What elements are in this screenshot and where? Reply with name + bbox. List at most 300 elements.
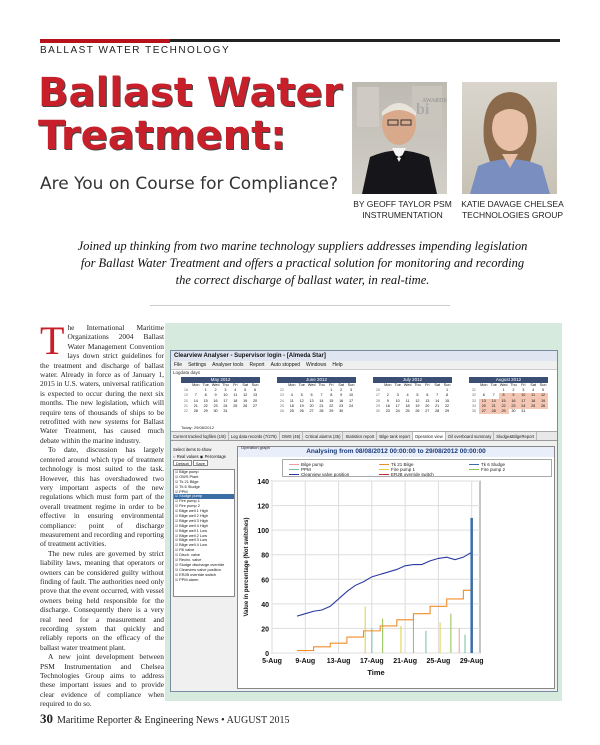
tab[interactable]: Critical alarms (35): [303, 432, 343, 440]
calendar-grid: [277, 383, 356, 414]
calendar-day[interactable]: 9: [340, 393, 343, 398]
menu-bar: [171, 361, 557, 370]
calendar-day[interactable]: 4: [234, 388, 237, 393]
calendar-day[interactable]: 18: [528, 399, 538, 404]
calendar-day[interactable]: 3: [396, 393, 399, 398]
weekday-label: Thu: [414, 383, 421, 387]
calendar-day[interactable]: 16: [213, 398, 218, 403]
calendar-grid: [373, 383, 452, 414]
series-checkbox-item[interactable]: ☑ Disch. valve: [174, 553, 234, 558]
weekday-label: Sun: [443, 383, 451, 387]
value-mode-radios: [173, 453, 235, 460]
weekday-label: Fri: [233, 383, 238, 387]
week-number: 33: [471, 398, 477, 403]
calendar-day[interactable]: 1: [204, 388, 207, 393]
calendar-day[interactable]: 7: [194, 393, 197, 398]
tab[interactable]: Operation view: [413, 432, 446, 440]
x-tick-label: 21-Aug: [393, 658, 417, 665]
legend-label: Clearview valve position: [301, 472, 350, 477]
calendar-day[interactable]: 16: [509, 399, 519, 404]
weekday-label: Tue: [202, 383, 209, 387]
calendar-day[interactable]: 18: [233, 398, 238, 403]
weekday-label: Tue: [490, 383, 497, 387]
calendar-day[interactable]: 19: [243, 398, 248, 403]
svg-text:AWARDS: AWARDS: [422, 98, 447, 104]
calendar-day[interactable]: 6: [482, 393, 485, 398]
calendar-day[interactable]: 5: [416, 393, 419, 398]
calendar-day[interactable]: 13: [425, 398, 430, 403]
legend-swatch: [289, 469, 299, 471]
calendar-day[interactable]: 5: [542, 388, 545, 393]
y-axis-label: Value in percentage (Not switches): [244, 517, 250, 617]
series-checkbox-item[interactable]: ☑ Fire pump 1: [174, 499, 234, 504]
calendar-day[interactable]: 9: [214, 393, 217, 398]
weekday-label: Sat: [242, 383, 249, 387]
preset-row: [173, 460, 235, 467]
series-checkbox-item[interactable]: ☑ Bilge well 4 Low: [174, 543, 234, 548]
calendar-day[interactable]: 17: [223, 398, 228, 403]
calendar-day[interactable]: 28: [489, 409, 499, 414]
paragraph-1-text: he International Maritime Organizations 2004 Ballast Water Management Convention lays down strict guidelines for the treatment and discharge of ballast water. Already in force as of January 1, 2015 in U.S. waters, universal ratification is expected to occur during the next six months. The new legislation, which will require tens of thousands of ships to be retrofitted with new systems for Ballast Water Treatment, has caused much debate within the marine industry.: [40, 323, 164, 445]
weekday-label: Wed: [307, 383, 316, 387]
calendar-day[interactable]: 10: [518, 393, 528, 398]
calendar-day[interactable]: 4: [532, 388, 535, 393]
weekday-label: Wed: [211, 383, 220, 387]
series-checklist: [173, 469, 235, 597]
calendar-day[interactable]: 5: [244, 388, 247, 393]
calendar-day[interactable]: 4: [406, 393, 409, 398]
calendar-day[interactable]: 21: [489, 404, 499, 409]
calendar-day[interactable]: 13: [479, 399, 489, 404]
series-checkbox-item[interactable]: ☑ Tk 6 Sludge: [174, 485, 234, 490]
graph-header-label: Operation graph: [241, 445, 270, 450]
x-tick-label: 29-Aug: [459, 658, 484, 665]
caption-katie-davage: KATIE DAVAGE CHELSEA TECHNOLOGIES GROUP: [461, 199, 564, 220]
calendar-day[interactable]: 12: [299, 398, 304, 403]
chart-plot: [238, 477, 488, 683]
x-axis-label: Time: [367, 668, 385, 677]
tab-bar: [171, 432, 557, 441]
calendar-day[interactable]: 28: [435, 409, 440, 414]
calendar-day[interactable]: 23: [509, 404, 519, 409]
weekday-label: Sun: [539, 383, 547, 387]
paragraph-2: To date, discussion has largely centered around which type of treatment technology is most suited to the task. However, this has overshadowed two very important aspects of the new regulations which must form part of the overall treatment regime in order to be effective in ensuring environmental compliance: point of discharge measurement and recording and reporting of treatment activities.: [40, 445, 164, 549]
calendar-day[interactable]: [230, 409, 240, 414]
calendar-day[interactable]: 21: [193, 403, 198, 408]
page-footer: [40, 711, 289, 727]
week-number: 26: [375, 388, 381, 393]
series-checkbox-item[interactable]: ☑ Sludge discharge override: [174, 563, 234, 568]
calendar-day[interactable]: 27: [425, 409, 430, 414]
calendar-day[interactable]: 25: [405, 409, 410, 414]
calendar-day[interactable]: 3: [522, 388, 525, 393]
calendar-day[interactable]: 24: [395, 409, 400, 414]
series-checkbox-item[interactable]: ☑ Bilge well 1 High: [174, 509, 234, 514]
calendar-day[interactable]: 14: [435, 398, 440, 403]
calendar-day[interactable]: 21: [435, 403, 440, 408]
calendar-day[interactable]: 6: [310, 393, 313, 398]
y-tick-label: 120: [257, 503, 269, 511]
series-checkbox-item[interactable]: ☑ PPM alarm: [174, 578, 234, 583]
calendar-day[interactable]: [538, 409, 548, 414]
calendar-day[interactable]: 20: [479, 404, 489, 409]
calendar-day[interactable]: 26: [415, 409, 420, 414]
week-number: 22: [183, 409, 189, 414]
calendar-day[interactable]: 22: [499, 404, 509, 409]
weekday-label: Sat: [338, 383, 345, 387]
calendar-day[interactable]: 26: [243, 403, 248, 408]
legend-swatch: [379, 464, 389, 466]
calendar-day[interactable]: 15: [444, 398, 450, 403]
radio-real-values[interactable]: ○ Real values: [173, 454, 199, 459]
week-number: 24: [279, 398, 285, 403]
calendar-day[interactable]: 29: [203, 409, 208, 414]
calendar-day[interactable]: 30: [339, 409, 344, 414]
paragraph-3: The new rules are governed by strict liability laws, meaning that operators or owners can be considered guilty without finding of fault. The authorities need only prove that the event occurred, with vessel owners being held responsible for the discharge. Consequently there is a very real need for a measurement and recording system that quickly and reliably reports on the efficacy of the ballast water treatment plant.: [40, 548, 164, 652]
calendar-day[interactable]: 2: [214, 388, 217, 393]
week-number: 19: [183, 393, 189, 398]
tab[interactable]: Current tracked logfiles (1/8): [171, 432, 229, 440]
article-body: [40, 318, 164, 709]
intro-paragraph: Joined up thinking from two marine technology suppliers addresses impending legislation for Ballast Water Treatment and offers a practical solution for monitoring and recording the correct discharge of ballast water, in real-time.: [77, 239, 528, 287]
weekday-label: Fri: [329, 383, 334, 387]
clearview-analyser-window: [170, 350, 558, 692]
calendar-day[interactable]: 5: [300, 393, 303, 398]
week-number: 35: [471, 409, 477, 414]
series-checkbox-item[interactable]: ☑ Bilge well 2 Low: [174, 534, 234, 539]
y-tick-label: 140: [257, 479, 269, 486]
calendar-day[interactable]: 26: [538, 404, 548, 409]
calendar-day[interactable]: 15: [329, 398, 334, 403]
tab[interactable]: Sludge&BilgeReport: [494, 432, 537, 440]
weekday-label: Mon: [480, 383, 488, 387]
menu-item-auto-stopped[interactable]: Auto stopped: [270, 362, 301, 368]
legend-label: Fire pump 1: [391, 467, 416, 472]
series-checkbox-item[interactable]: ☑ Fill valve: [174, 548, 234, 553]
calendar-day[interactable]: 20: [252, 398, 258, 403]
calendar-month: [373, 377, 452, 427]
week-number: 29: [375, 403, 381, 408]
window-title: Clearview Analyser - Supervisor login - [Almeda Star]: [171, 351, 557, 361]
radio-percentage[interactable]: ◉ Percentage: [199, 454, 227, 459]
today-label: Today: 29/08/2012: [181, 425, 214, 430]
legend-label: Tk 21 Bilge: [391, 462, 414, 467]
calendar-day[interactable]: 8: [499, 393, 509, 398]
calendar-day[interactable]: 8: [446, 393, 449, 398]
week-number: 27: [375, 393, 381, 398]
calendar-day[interactable]: 24: [518, 404, 528, 409]
calendar-day[interactable]: 16: [385, 403, 390, 408]
x-tick-label: 13-Aug: [326, 658, 351, 665]
calendar-day[interactable]: 12: [415, 398, 420, 403]
calendar-day[interactable]: 8: [330, 393, 333, 398]
svg-text:bi: bi: [416, 101, 430, 118]
week-number: 26: [279, 409, 285, 414]
calendar-grid: [181, 383, 260, 414]
calendar-month-header: May 2012: [181, 377, 260, 383]
series-checkbox-item[interactable]: ☑ Bilge well 2 High: [174, 514, 234, 519]
calendar-day[interactable]: 13: [252, 393, 258, 398]
x-tick-label: 9-Aug: [295, 658, 316, 665]
calendar-day[interactable]: 19: [299, 403, 304, 408]
legend-label: Bilge pump: [301, 462, 324, 467]
weekday-label: Fri: [521, 383, 526, 387]
calendar-day[interactable]: 15: [499, 399, 509, 404]
y-tick-label: 80: [261, 552, 269, 560]
calendar-day[interactable]: 25: [289, 409, 294, 414]
menu-item-settings[interactable]: Settings: [188, 362, 207, 368]
legend-label: ERJB override switch: [391, 472, 434, 477]
calendar-day[interactable]: 16: [339, 398, 344, 403]
calendar-day[interactable]: 13: [309, 398, 314, 403]
calendar-day[interactable]: 11: [528, 393, 538, 398]
y-tick-label: 60: [261, 577, 269, 585]
calendar-month-header: June 2012: [277, 377, 356, 383]
tab[interactable]: Bilge tank report: [377, 432, 413, 440]
publication-line: Maritime Reporter & Engineering News • AUGUST 2015: [57, 715, 290, 726]
week-number: 22: [279, 388, 285, 393]
plot-area: [272, 481, 480, 653]
tab[interactable]: OWS (45): [280, 432, 304, 440]
series-checkbox-item[interactable]: ☑ Bilge well 4 High: [174, 524, 234, 529]
calendar-day[interactable]: 28: [319, 409, 324, 414]
dropcap: T: [40, 318, 65, 363]
tab[interactable]: Statistics report: [343, 432, 377, 440]
week-number: 21: [183, 403, 189, 408]
operation-view: [171, 444, 557, 691]
series-checkbox-item[interactable]: ☑ Bilge well 3 High: [174, 519, 234, 524]
calendar-day[interactable]: 15: [203, 398, 208, 403]
series-checkbox-item[interactable]: ☑ OWS Plant: [174, 475, 234, 480]
series-checkbox-item[interactable]: ☑ Bilge well 3 Low: [174, 538, 234, 543]
y-tick-label: 0: [265, 651, 269, 658]
save-button[interactable]: Save: [193, 460, 208, 466]
calendar-day[interactable]: 23: [339, 403, 344, 408]
calendar-area: [171, 370, 557, 432]
calendar-day[interactable]: 10: [223, 393, 228, 398]
calendar-day[interactable]: 20: [309, 403, 314, 408]
tab[interactable]: Oil overboard summary: [446, 432, 495, 440]
week-number: 31: [471, 388, 477, 393]
calendar-day[interactable]: 18: [405, 403, 410, 408]
weekday-label: Sun: [251, 383, 259, 387]
weekday-label: Sat: [434, 383, 441, 387]
calendar-day[interactable]: 1: [502, 388, 505, 393]
author-photo-katie-davage: [462, 82, 557, 194]
weekday-label: Mon: [384, 383, 392, 387]
series-checkbox-item[interactable]: ☑ Bilge well 1 Low: [174, 529, 234, 534]
week-number: 28: [375, 398, 381, 403]
menu-item-report[interactable]: Report: [249, 362, 265, 368]
calendar-day[interactable]: 28: [193, 409, 198, 414]
calendar-day[interactable]: 27: [309, 409, 314, 414]
week-number: 34: [471, 403, 477, 408]
week-number: 23: [279, 393, 285, 398]
top-rule: [40, 39, 560, 42]
weekday-label: Wed: [403, 383, 412, 387]
calendar-day[interactable]: 3: [350, 388, 353, 393]
week-number: 18: [183, 388, 189, 393]
calendar-day[interactable]: 24: [348, 403, 354, 408]
calendar-day[interactable]: 29: [444, 409, 450, 414]
calendar-day[interactable]: 22: [203, 403, 208, 408]
legend-item: [469, 467, 505, 472]
calendar-month: [469, 377, 548, 427]
menu-item-file[interactable]: File: [174, 362, 183, 368]
calendar-day[interactable]: 18: [289, 403, 294, 408]
calendar-day[interactable]: 7: [320, 393, 323, 398]
calendar-day[interactable]: 19: [538, 399, 548, 404]
calendar-day[interactable]: [528, 409, 538, 414]
calendar-label: Logdata days: [173, 370, 201, 375]
weekday-label: Thu: [222, 383, 229, 387]
calendar-month: [277, 377, 356, 427]
calendar-day[interactable]: 2: [386, 393, 389, 398]
caption-geoff-taylor: BY GEOFF TAYLOR PSM INSTRUMENTATION: [353, 199, 452, 220]
calendar-day[interactable]: 7: [436, 393, 439, 398]
calendar-day[interactable]: 29: [499, 409, 509, 414]
menu-item-windows[interactable]: Windows: [306, 362, 327, 368]
legend-swatch: [379, 469, 389, 471]
calendar-day[interactable]: 17: [395, 403, 400, 408]
legend-swatch: [289, 474, 299, 476]
weekday-label: Mon: [288, 383, 296, 387]
calendar-day[interactable]: 29: [329, 409, 334, 414]
y-tick-label: 100: [257, 528, 269, 536]
calendar-day[interactable]: 14: [193, 398, 198, 403]
y-tick-label: 40: [261, 601, 269, 609]
week-number: 30: [375, 409, 381, 414]
calendar-day[interactable]: 12: [243, 393, 248, 398]
operation-graph: [237, 446, 555, 689]
calendar-day[interactable]: 30: [213, 409, 218, 414]
radio-percentage-label: Percentage: [204, 454, 227, 459]
calendar-day[interactable]: 8: [204, 393, 207, 398]
item-selector-panel: [173, 446, 235, 689]
calendar-day[interactable]: 19: [415, 403, 420, 408]
series-checkbox-item[interactable]: ☑ Tk 21 Bilge: [174, 480, 234, 485]
calendar-day[interactable]: 23: [213, 403, 218, 408]
divider: [150, 305, 450, 306]
week-number: 20: [183, 398, 189, 403]
calendar-day[interactable]: 2: [340, 388, 343, 393]
series-checkbox-item[interactable]: ☑ Bilge pump: [174, 470, 234, 475]
selector-header: Select items to show: [173, 447, 212, 452]
week-number: 25: [279, 403, 285, 408]
calendar-day[interactable]: 10: [348, 393, 354, 398]
weekday-label: Fri: [425, 383, 430, 387]
preset-select[interactable]: Default: [173, 460, 192, 466]
calendar-day[interactable]: 22: [444, 403, 450, 408]
calendar-day[interactable]: 10: [395, 398, 400, 403]
calendar-day[interactable]: 31: [223, 409, 228, 414]
calendar-day[interactable]: 22: [329, 403, 334, 408]
calendar-month: [181, 377, 260, 427]
radio-real-values-label: Real values: [176, 454, 199, 459]
calendar-day[interactable]: 20: [425, 403, 430, 408]
series-checkbox-item[interactable]: ☑ Clearview valve position: [174, 568, 234, 573]
calendar-month-header: July 2012: [373, 377, 452, 383]
tab[interactable]: Log data records (7/278): [229, 432, 280, 440]
legend-swatch: [289, 464, 299, 466]
series-checkbox-item[interactable]: ☑ Fire pump 2: [174, 504, 234, 509]
calendar-day[interactable]: 24: [223, 403, 228, 408]
legend-label: PPM: [301, 467, 311, 472]
calendar-day[interactable]: 25: [233, 403, 238, 408]
weekday-label: Mon: [192, 383, 200, 387]
calendar-day[interactable]: [346, 409, 356, 414]
calendar-day[interactable]: 9: [386, 398, 389, 403]
series-checkbox-item[interactable]: ☑ Sludge pump: [174, 494, 234, 499]
calendar-day[interactable]: 4: [290, 393, 293, 398]
calendar-day[interactable]: 23: [385, 409, 390, 414]
legend-swatch: [469, 469, 479, 471]
legend-swatch: [469, 464, 479, 466]
calendar-day[interactable]: [240, 409, 250, 414]
chart-legend: [282, 459, 552, 477]
calendar-month-header: August 2012: [469, 377, 548, 383]
calendar-day[interactable]: 6: [426, 393, 429, 398]
calendar-day[interactable]: 14: [489, 399, 499, 404]
calendar-day[interactable]: 1: [330, 388, 333, 393]
author-photo-geoff-taylor: [352, 82, 447, 194]
x-tick-label: 17-Aug: [359, 658, 384, 665]
calendar-day[interactable]: 17: [348, 398, 354, 403]
menu-item-analyser-tools[interactable]: Analyser tools: [212, 362, 244, 368]
calendar-day[interactable]: 2: [512, 388, 515, 393]
calendar-day[interactable]: [250, 409, 260, 414]
top-rule-accent: [40, 39, 170, 43]
calendar-day[interactable]: 25: [528, 404, 538, 409]
calendar-day[interactable]: 12: [538, 393, 548, 398]
calendar-day[interactable]: 17: [518, 399, 528, 404]
calendar-day[interactable]: 27: [479, 409, 489, 414]
paragraph-1: [40, 318, 164, 445]
section-label: BALLAST WATER TECHNOLOGY: [40, 45, 231, 56]
weekday-label: Thu: [318, 383, 325, 387]
weekday-label: Sun: [347, 383, 355, 387]
series-checkbox-item[interactable]: ☑ PPM: [174, 490, 234, 495]
calendar-day[interactable]: 11: [405, 398, 410, 403]
calendar-day[interactable]: 7: [492, 393, 495, 398]
y-tick-label: 20: [261, 626, 269, 634]
calendar-day[interactable]: 14: [319, 398, 324, 403]
menu-item-help[interactable]: Help: [332, 362, 343, 368]
x-tick-label: 25-Aug: [426, 658, 451, 665]
calendar-day[interactable]: 26: [299, 409, 304, 414]
calendar-day[interactable]: 6: [254, 388, 257, 393]
paragraph-4: A new joint development between PSM Instrumentation and Chelsea Technologies Group aims to address these important issues and to provide clear evidence of compliance when required to do so.: [40, 652, 164, 709]
series-checkbox-item[interactable]: ☑ Recirc. valve: [174, 558, 234, 563]
page-number: 30: [40, 711, 53, 726]
legend-swatch: [379, 474, 389, 476]
weekday-label: Tue: [394, 383, 401, 387]
weekday-label: Sat: [530, 383, 537, 387]
calendar-day[interactable]: 1: [446, 388, 449, 393]
calendar-day[interactable]: 9: [509, 393, 519, 398]
weekday-label: Thu: [510, 383, 517, 387]
calendar-day[interactable]: 21: [319, 403, 324, 408]
series-checkbox-item[interactable]: ☑ ERJB override switch: [174, 573, 234, 578]
calendar-day[interactable]: 31: [521, 409, 526, 414]
calendar-day[interactable]: 27: [252, 403, 258, 408]
calendar-day[interactable]: 3: [224, 388, 227, 393]
calendar-grid: [469, 383, 548, 414]
calendar-day[interactable]: 11: [233, 393, 238, 398]
x-tick-label: 5-Aug: [262, 658, 282, 665]
calendar-day[interactable]: 30: [511, 409, 516, 414]
calendar-day[interactable]: 11: [289, 398, 294, 403]
